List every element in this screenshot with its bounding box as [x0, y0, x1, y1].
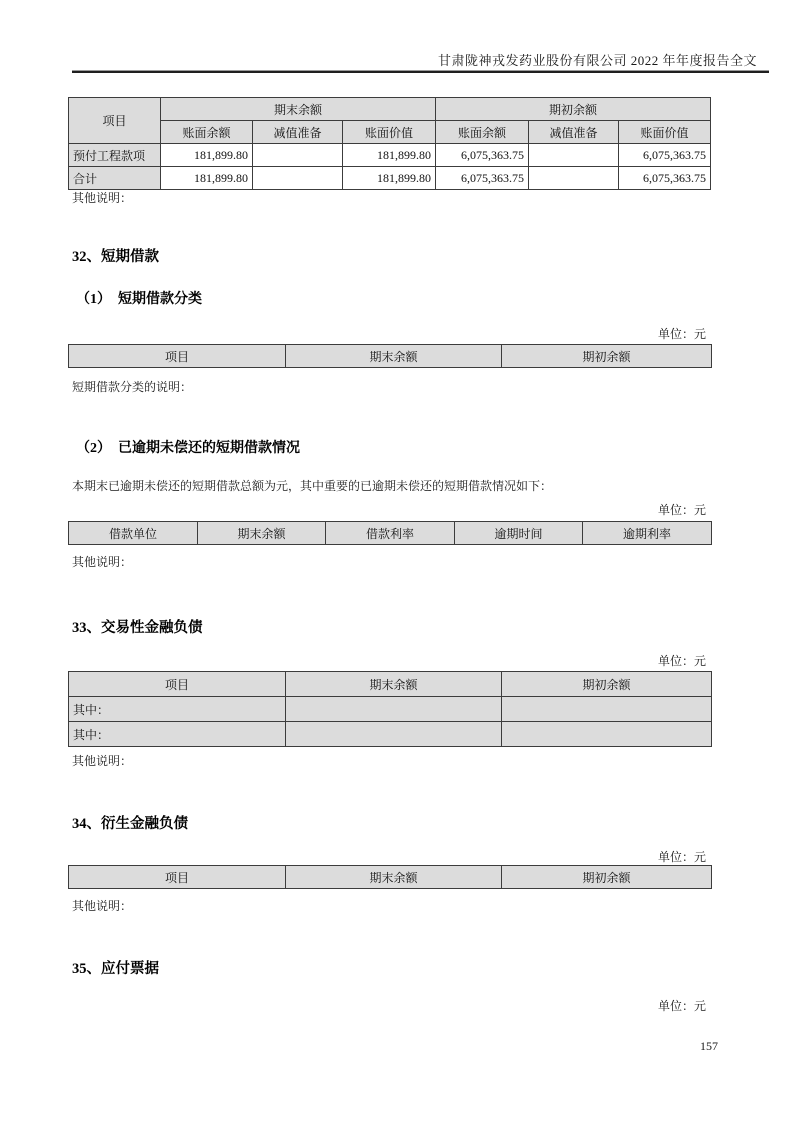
cell-value: 6,075,363.75 — [619, 144, 711, 167]
other-note: 其他说明： — [72, 191, 133, 205]
row-item-label: 合计 — [69, 167, 161, 190]
short-term-loan-table — [68, 344, 712, 368]
other-note: 其他说明： — [72, 899, 133, 913]
page-header-title: 甘肃陇神戎发药业股份有限公司 2022 年年度报告全文 — [437, 53, 757, 68]
col-header: 借款单位 — [69, 522, 198, 545]
page-number: 157 — [700, 1039, 718, 1053]
overdue-loan-paragraph: 本期末已逾期未偿还的短期借款总额为元，其中重要的已逾期未偿还的短期借款情况如下： — [72, 479, 553, 493]
cell-value: 181,899.80 — [161, 144, 253, 167]
sub-header: 账面价值 — [619, 121, 711, 144]
section-35-title: 35、应付票据 — [72, 961, 159, 977]
col-header: 期初余额 — [502, 866, 712, 889]
col-header: 项目 — [69, 672, 286, 697]
derivative-liabilities-table — [68, 865, 712, 889]
col-header: 期末余额 — [286, 866, 502, 889]
cell-empty — [286, 722, 502, 747]
sub-header: 减值准备 — [529, 121, 619, 144]
section-33-title: 33、交易性金融负债 — [72, 620, 203, 636]
section-32-1-title: （1） 短期借款分类 — [76, 292, 202, 307]
cell-value — [253, 167, 343, 190]
section-34-title: 34、衍生金融负债 — [72, 816, 188, 832]
cell-value: 181,899.80 — [343, 144, 436, 167]
unit-label: 单位：元 — [657, 850, 706, 864]
col-header: 项目 — [69, 866, 286, 889]
col-header: 期末余额 — [286, 345, 502, 368]
unit-label: 单位：元 — [657, 327, 706, 341]
unit-label: 单位：元 — [657, 503, 706, 517]
table-row — [69, 121, 711, 144]
col-group-beginning: 期初余额 — [436, 98, 711, 121]
col-group-ending: 期末余额 — [161, 98, 436, 121]
sub-header: 减值准备 — [253, 121, 343, 144]
table-row — [69, 98, 711, 121]
col-header: 期初余额 — [502, 345, 712, 368]
sub-header: 账面价值 — [343, 121, 436, 144]
table-row — [69, 866, 712, 889]
table-row — [69, 167, 711, 190]
col-header: 期初余额 — [502, 672, 712, 697]
row-item-label: 其中： — [69, 697, 286, 722]
unit-label: 单位：元 — [657, 999, 706, 1013]
cell-value: 181,899.80 — [343, 167, 436, 190]
unit-label: 单位：元 — [657, 654, 706, 668]
cell-value: 6,075,363.75 — [619, 167, 711, 190]
section-32-2-title: （2） 已逾期未偿还的短期借款情况 — [76, 441, 300, 456]
col-header: 期末余额 — [198, 522, 326, 545]
table-row — [69, 722, 712, 747]
header-rule — [72, 70, 769, 73]
cell-empty — [286, 697, 502, 722]
cell-empty — [502, 697, 712, 722]
loan-class-note: 短期借款分类的说明： — [72, 380, 193, 394]
cell-value — [529, 167, 619, 190]
cell-value — [529, 144, 619, 167]
cell-value — [253, 144, 343, 167]
col-header: 逾期利率 — [583, 522, 712, 545]
row-item-label: 预付工程款项 — [69, 144, 161, 167]
trading-liabilities-table — [68, 671, 712, 747]
col-header: 项目 — [69, 345, 286, 368]
prepayment-table — [68, 97, 711, 190]
other-note: 其他说明： — [72, 555, 133, 569]
col-header: 期末余额 — [286, 672, 502, 697]
col-header: 借款利率 — [326, 522, 455, 545]
cell-value: 6,075,363.75 — [436, 167, 529, 190]
cell-empty — [502, 722, 712, 747]
overdue-loan-table — [68, 521, 712, 545]
other-note: 其他说明： — [72, 754, 133, 768]
table-row — [69, 144, 711, 167]
section-32-title: 32、短期借款 — [72, 249, 159, 265]
sub-header: 账面余额 — [161, 121, 253, 144]
table-row — [69, 697, 712, 722]
col-header-item: 项目 — [69, 98, 161, 144]
table-row — [69, 672, 712, 697]
cell-value: 181,899.80 — [161, 167, 253, 190]
table-row — [69, 345, 712, 368]
cell-value: 6,075,363.75 — [436, 144, 529, 167]
row-item-label: 其中： — [69, 722, 286, 747]
sub-header: 账面余额 — [436, 121, 529, 144]
table-row — [69, 522, 712, 545]
col-header: 逾期时间 — [455, 522, 583, 545]
